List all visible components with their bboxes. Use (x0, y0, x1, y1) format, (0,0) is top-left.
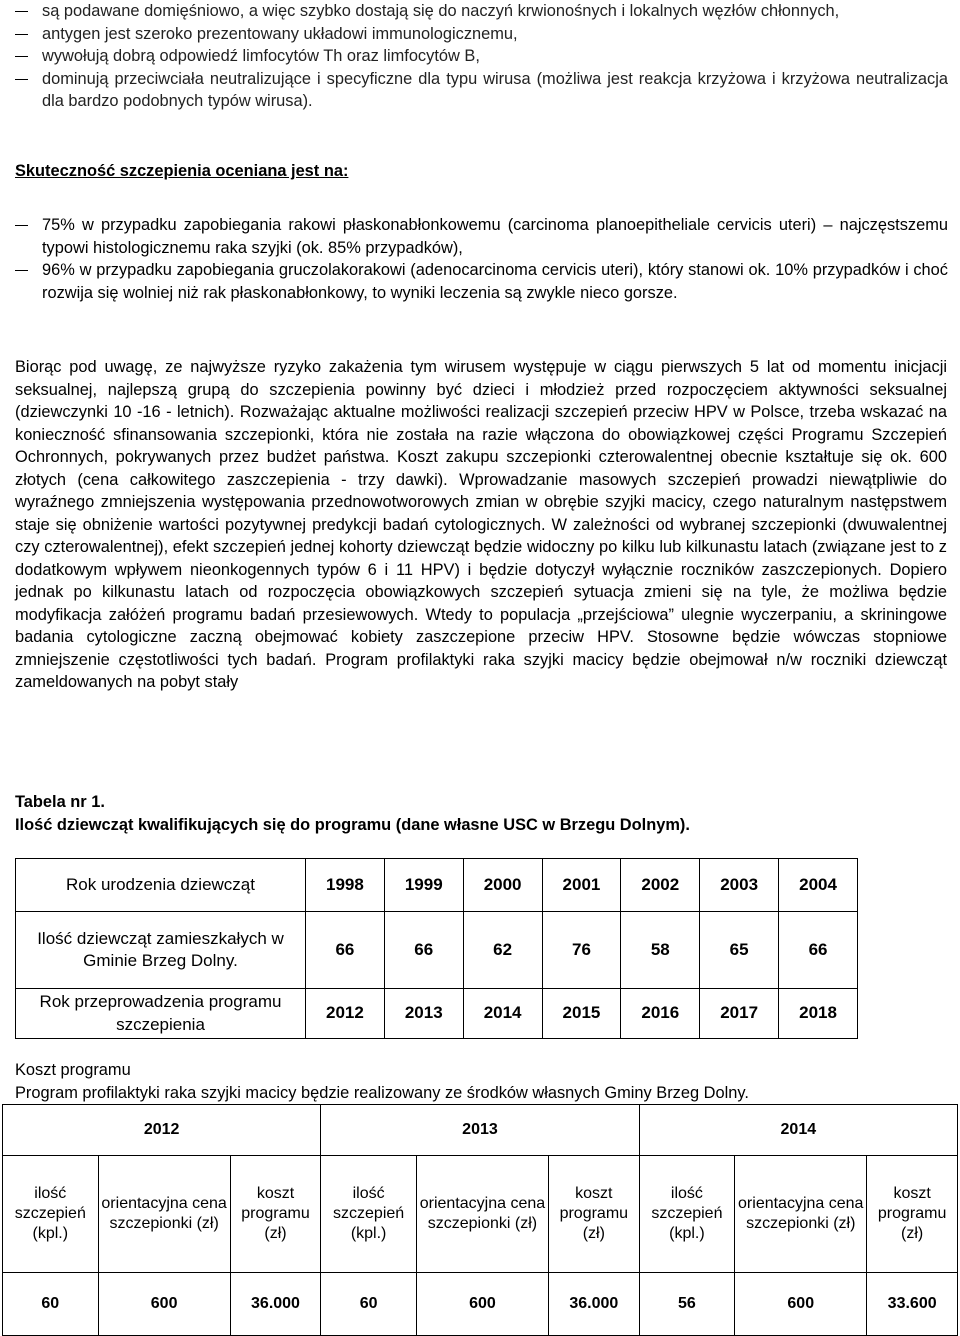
year-header: 2012 (3, 1105, 321, 1156)
column-header: koszt programu (zł) (867, 1156, 958, 1273)
year-cell: 2001 (542, 859, 621, 912)
year-cell: 1999 (384, 859, 463, 912)
effectiveness-list (0, 214, 960, 304)
column-header: ilość szczepień (kpl.) (321, 1156, 417, 1273)
row-label: Ilość dziewcząt zamieszkałych w Gminie Brzeg Dolny. (16, 912, 306, 989)
table-cell: 60 (321, 1273, 417, 1336)
table-cell: 66 (306, 912, 385, 989)
table-row (3, 1156, 958, 1273)
table-row (3, 1105, 958, 1156)
year-cell: 1998 (306, 859, 385, 912)
effectiveness-heading: Skuteczność szczepienia oceniana jest na: (15, 162, 349, 180)
table-cell: 600 (98, 1273, 230, 1336)
table-cell: 76 (542, 912, 621, 989)
table-cell: 36.000 (548, 1273, 639, 1336)
year-header: 2013 (321, 1105, 639, 1156)
table-cell: 62 (463, 912, 542, 989)
table-cell: 600 (735, 1273, 867, 1336)
column-header: ilość szczepień (kpl.) (3, 1156, 99, 1273)
table-row (16, 989, 858, 1039)
table-cell: 2018 (779, 989, 858, 1039)
table-row (16, 859, 858, 912)
cost-section-description: Program profilaktyki raka szyjki macicy będzie realizowany ze środków własnych Gminy Brzeg Dolny. (15, 1084, 749, 1102)
table-title: Ilość dziewcząt kwalifikujących się do programu (dane własne USC w Brzegu Dolnym). (15, 815, 690, 834)
column-header: koszt programu (zł) (230, 1156, 321, 1273)
column-header: orientacyjna cena szczepionki (zł) (416, 1156, 548, 1273)
eligible-girls-table (15, 858, 858, 1039)
dash-bullet-icon (15, 34, 28, 35)
table-cell: 65 (700, 912, 779, 989)
table-cell: 36.000 (230, 1273, 321, 1336)
table-cell: 600 (416, 1273, 548, 1336)
dash-bullet-icon (15, 270, 28, 271)
table-cell: 60 (3, 1273, 99, 1336)
year-header: 2014 (639, 1105, 957, 1156)
table-row (3, 1273, 958, 1336)
year-cell: 2000 (463, 859, 542, 912)
table-cell: 2016 (621, 989, 700, 1039)
body-paragraph: Biorąc pod uwagę, ze najwyższe ryzyko zakażenia tym wirusem występuje w ciągu pierwszych 5 lat od momentu inicjacji seksualnej, najlepszą grupą do szczepienia powinny być dzieci i młodzież przed rozpoczęciem aktywności seksualnej (dziewczynki 10 -16 - letnich). Rozważając aktualne możliwości realizacji szczepień przeciw HPV w Polsce, trzeba wskazać na konieczność sfinansowania szczepionki, która nie została na razie włączona do obowiązkowej części Programu Szczepień Ochronnych, pokrywanych przez budżet państwa. Koszt zakupu szczepionki czterowalentnej obecnie kształtuje się ok. 600 złotych (cena całkowitego zaszczepienia - trzy dawki). Wprowadzanie masowych szczepień prowadzi niewątpliwie do wyraźnego zmniejszenia występowania przednowotworowych zmian w obrębie szyjki macicy, czego naturalnym następstwem staje się obniżenie wartości pozytywnej predykcji badań cytologicznych. W zależności od wybranej szczepionki (dwuwalentnej czy czterowalentnej), efekt szczepień jednej kohorty dziewcząt będzie widoczny po kilku lub kilkunastu latach (związane jest to z dodatkowym wpływem nieonkogennych typów 6 i 11 HPV) i będzie dotyczył wyłącznie roczników zaszczepionych. Dopiero jednak po kilkunastu latach od rozpoczęcia obowiązkowych szczepień sytuacja zmieni się na tyle, że możliwa będzie modyfikacja załóżeń programu badań przesiewowych. Wtedy to populacja „przejściowa” ulegnie wyczerpaniu, a skriningowe badania cytologiczne zaczną obejmować kobiety zaszczepione przeciw HPV. Stosowne będzie wówczas stopniowe zmniejszenie częstotliwości tych badań. Program profilaktyki raka szyjki macicy będzie obejmował n/w roczniki dziewcząt zameldowanych na pobyt stały (15, 358, 947, 691)
year-cell: 2003 (700, 859, 779, 912)
program-cost-table (2, 1104, 958, 1336)
table-cell: 58 (621, 912, 700, 989)
list-item: 96% w przypadku zapobiegania gruczolakorakowi (adenocarcinoma cervicis uteri), który stanowi ok. 10% przypadków i choć rozwija się wolniej niż rak płaskonabłonkowy, to wyniki leczenia są zwykle nieco gorsze. (0, 259, 960, 304)
table-cell: 2014 (463, 989, 542, 1039)
dash-bullet-icon (15, 56, 28, 57)
table-header-label: Rok urodzenia dziewcząt (16, 859, 306, 912)
list-item: 75% w przypadku zapobiegania rakowi płaskonabłonkowemu (carcinoma planoepitheliale cervicis uteri) – najczęstszemu typowi histologicznemu raka szyjki (ok. 85% przypadków), (0, 214, 960, 259)
list-item: antygen jest szeroko prezentowany układowi immunologicznemu, (0, 23, 960, 46)
table-caption (15, 791, 690, 836)
column-header: orientacyjna cena szczepionki (zł) (98, 1156, 230, 1273)
table-cell: 66 (779, 912, 858, 989)
table-row (16, 912, 858, 989)
dash-bullet-icon (15, 225, 28, 226)
row-label: Rok przeprowadzenia programu szczepienia (16, 989, 306, 1039)
table-cell: 33.600 (867, 1273, 958, 1336)
table-cell: 2012 (306, 989, 385, 1039)
year-cell: 2002 (621, 859, 700, 912)
table-cell: 2017 (700, 989, 779, 1039)
table-cell: 2015 (542, 989, 621, 1039)
list-item: dominują przeciwciała neutralizujące i specyficzne dla typu wirusa (możliwa jest reakcja krzyżowa i krzyżowa neutralizacja dla bardzo podobnych typów wirusa). (0, 68, 960, 113)
table-cell: 56 (639, 1273, 735, 1336)
year-cell: 2004 (779, 859, 858, 912)
column-header: orientacyjna cena szczepionki (zł) (735, 1156, 867, 1273)
dash-bullet-icon (15, 79, 28, 80)
dash-bullet-icon (15, 11, 28, 12)
list-item: wywołują dobrą odpowiedź limfocytów Th oraz limfocytów B, (0, 45, 960, 68)
cost-section-title: Koszt programu (15, 1061, 131, 1079)
table-number: Tabela nr 1. (15, 793, 105, 811)
column-header: koszt programu (zł) (548, 1156, 639, 1273)
list-item: są podawane domięśniowo, a więc szybko dostają się do naczyń krwionośnych i lokalnych węzłów chłonnych, (0, 0, 960, 23)
table-cell: 2013 (384, 989, 463, 1039)
table-cell: 66 (384, 912, 463, 989)
column-header: ilość szczepień (kpl.) (639, 1156, 735, 1273)
vaccine-properties-list (0, 0, 960, 113)
